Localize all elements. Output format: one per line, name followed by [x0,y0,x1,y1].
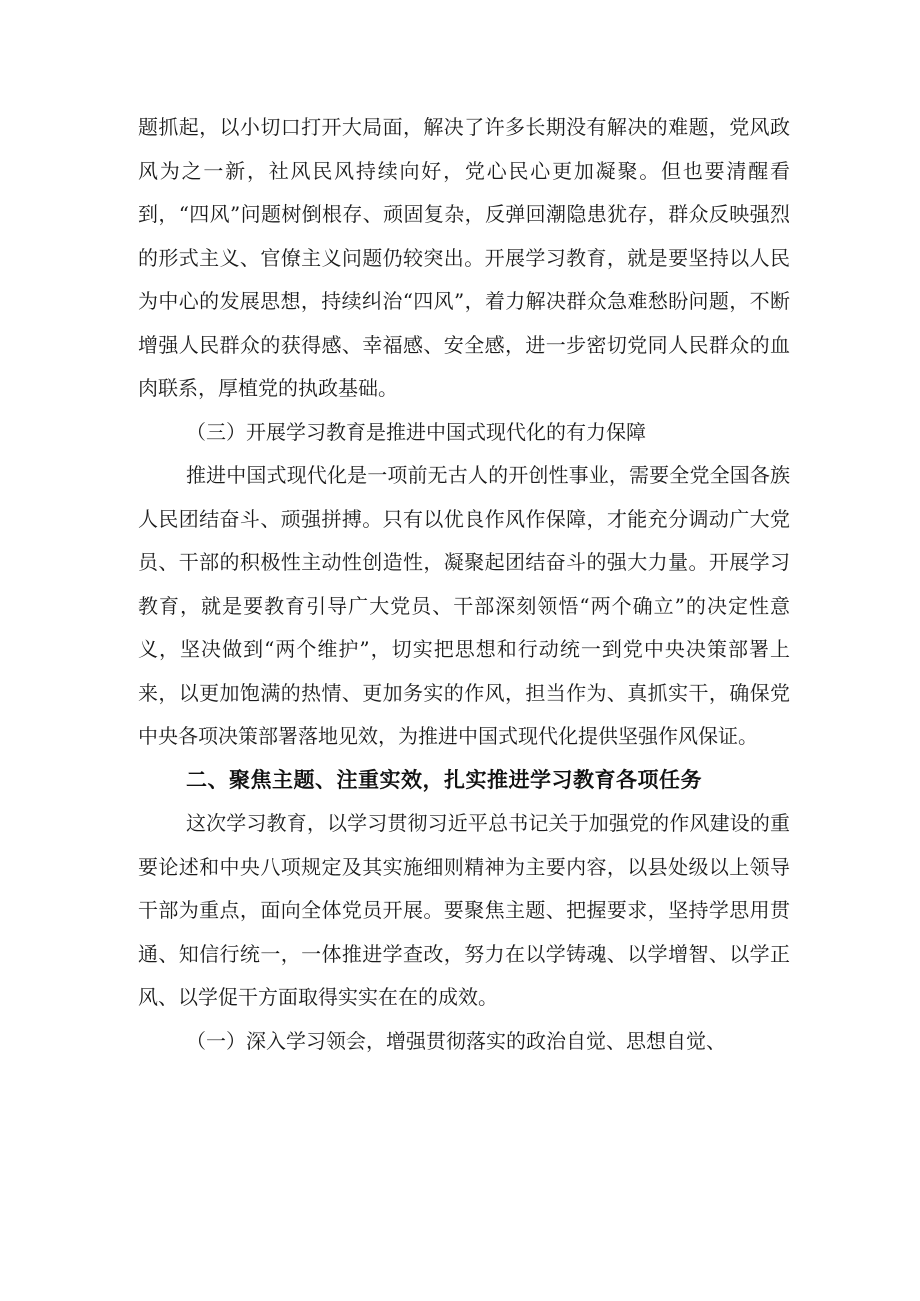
paragraph-study-education: 这次学习教育，以学习贯彻习近平总书记关于加强党的作风建设的重要论述和中央八项规定及其实施细则精神为主要内容，以县处级以上领导干部为重点，面向全体党员开展。要聚焦主题、把握要求，坚持学思用贯通、知信行统一，一体推进学查改，努力在以学铸魂、以学增智、以学正风、以学促干方面取得实实在在的成效。 [138,811,790,1009]
section-heading-2: 二、聚焦主题、注重实效，扎实推进学习教育各项任务 [186,767,702,792]
text-column [138,106,790,1063]
subheading-section-2-1: （一）深入学习领会，增强贯彻落实的政治自觉、思想自觉、 [186,1028,726,1053]
subheading-section-3: （三）开展学习教育是推进中国式现代化的有力保障 [186,419,646,444]
paragraph-continuation: 题抓起，以小切口打开大局面，解决了许多长期没有解决的难题，党风政风为之一新，社风民风持续向好，党心民心更加凝聚。但也要清醒看到，“四风”问题树倒根存、顽固复杂，反弹回潮隐患犹存，群众反映强烈的形式主义、官僚主义问题仍较突出。开展学习教育，就是要坚持以人民为中心的发展思想，持续纠治“四风”，着力解决群众急难愁盼问题，不断增强人民群众的获得感、幸福感、安全感，进一步密切党同人民群众的血肉联系，厚植党的执政基础。 [138,115,790,400]
paragraph-modernization: 推进中国式现代化是一项前无古人的开创性事业，需要全党全国各族人民团结奋斗、顽强拼搏。只有以优良作风作保障，才能充分调动广大党员、干部的积极性主动性创造性，凝聚起团结奋斗的强大力量。开展学习教育，就是要教育引导广大党员、干部深刻领悟“两个确立”的决定性意义，坚决做到“两个维护”，切实把思想和行动统一到党中央决策部署上来，以更加饱满的热情、更加务实的作风，担当作为、真抓实干，确保党中央各项决策部署落地见效，为推进中国式现代化提供坚强作风保证。 [138,463,790,748]
